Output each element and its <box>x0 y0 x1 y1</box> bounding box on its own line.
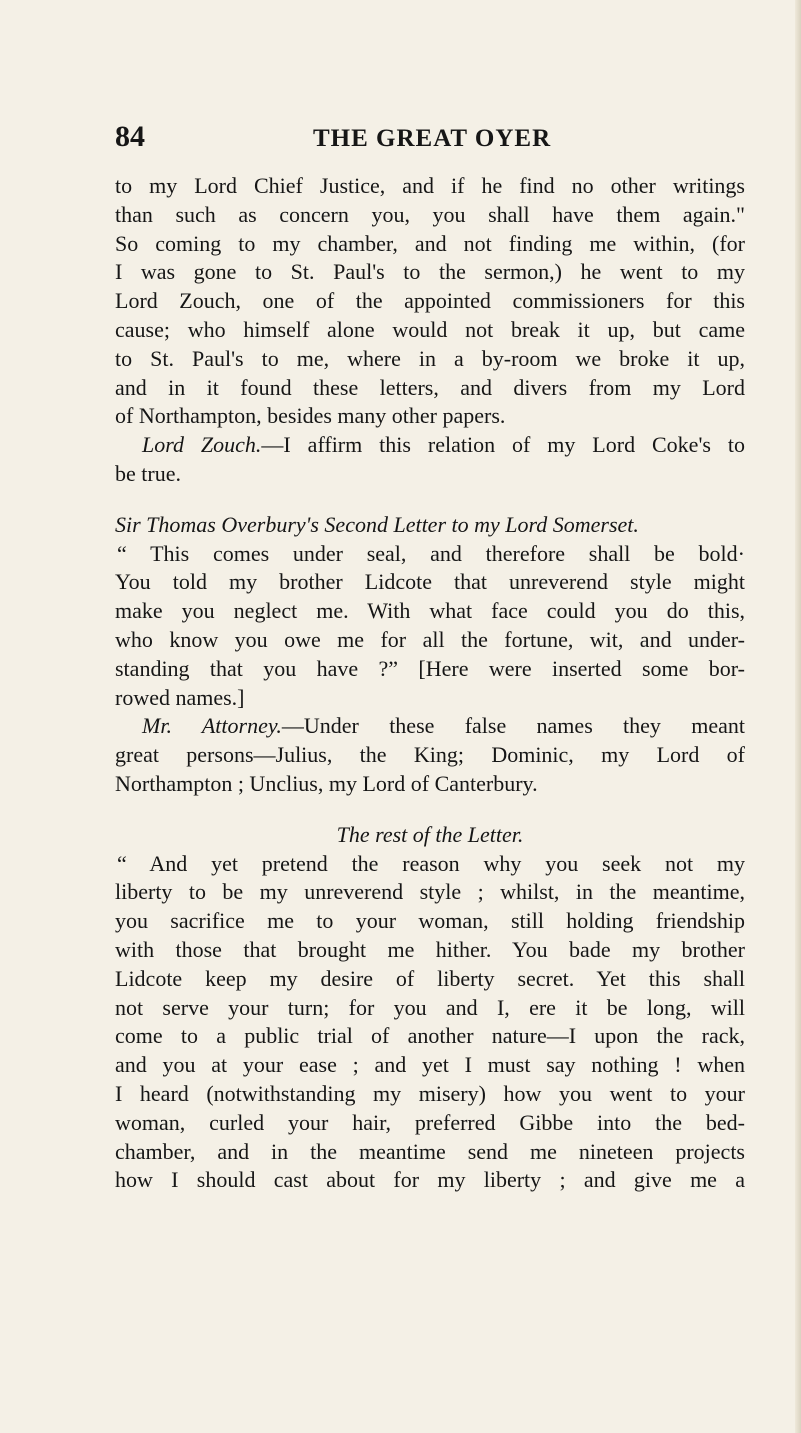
text-line: with those that brought me hither. You bade my brother <box>115 936 745 962</box>
text-line: Northampton ; Unclius, my Lord of Canterbury. <box>115 770 538 796</box>
page-header <box>115 120 795 160</box>
text-line: be true. <box>115 460 181 486</box>
text-line: to St. Paul's to me, where in a by-room we broke it up, <box>115 345 745 371</box>
text-line: You told my brother Lidcote that unreverend style might <box>115 569 745 595</box>
text-line: of Northampton, besides many other papers. <box>115 403 506 429</box>
zouch-paragraph <box>115 431 745 460</box>
text-line: make you neglect me. With what face could you do this, <box>115 598 745 624</box>
page-edge <box>795 0 801 1433</box>
text-line: rowed names.] <box>115 684 245 710</box>
text-line: to my Lord Chief Justice, and if he find no other writings <box>115 173 745 198</box>
letter-heading: The rest of the Letter. <box>336 821 524 847</box>
text-line: standing that you have ?” [Here were inserted some bor- <box>115 655 745 681</box>
speech-text: —Under these false names they meant <box>281 713 746 739</box>
letter-heading: Sir Thomas Overbury's Second Letter to my Lord Somerset. <box>115 511 639 537</box>
speaker-name: Lord Zouch. <box>142 432 262 458</box>
body-text <box>115 172 745 1195</box>
text-line: I was gone to St. Paul's to the sermon,) he went to my <box>115 259 745 285</box>
text-line: how I should cast about for my liberty ; and give me a <box>115 1167 745 1193</box>
text-line: come to a public trial of another nature—I upon the rack, <box>115 1023 745 1049</box>
text-line: “ And yet pretend the reason why you seek not my <box>117 850 745 876</box>
text-line: liberty to be my unreverend style ; whilst, in the meantime, <box>115 879 745 905</box>
running-title: THE GREAT OYER <box>313 125 552 152</box>
text-line: “ This comes under seal, and therefore shall be bold· <box>117 540 745 566</box>
page-number: 84 <box>115 120 145 153</box>
text-line: woman, curled your hair, preferred Gibbe into the bed- <box>115 1109 745 1135</box>
text-line: I heard (notwithstanding my misery) how you went to your <box>115 1080 745 1106</box>
attorney-paragraph <box>115 712 745 741</box>
text-line: chamber, and in the meantime send me nineteen projects <box>115 1138 745 1164</box>
text-line: who know you owe me for all the fortune, wit, and under- <box>115 626 745 652</box>
text-line: not serve your turn; for you and I, ere it be long, will <box>115 994 745 1020</box>
text-line: So coming to my chamber, and not finding me within, (for <box>115 230 745 256</box>
text-line: than such as concern you, you shall have them again." <box>115 201 745 227</box>
text-line: and you at your ease ; and yet I must say nothing ! when <box>115 1052 745 1078</box>
text-line: cause; who himself alone would not break it up, but came <box>115 316 745 342</box>
text-line: Lidcote keep my desire of liberty secret. Yet this shall <box>115 965 745 991</box>
text-line: great persons—Julius, the King; Dominic, my Lord of <box>115 742 745 768</box>
speaker-name: Mr. Attorney. <box>142 713 282 739</box>
speech-text: —I affirm this relation of my Lord Coke's to <box>261 432 746 458</box>
text-line: and in it found these letters, and divers from my Lord <box>115 374 745 400</box>
text-line: Lord Zouch, one of the appointed commissioners for this <box>115 288 745 314</box>
text-line: you sacrifice me to your woman, still holding friendship <box>115 908 745 934</box>
